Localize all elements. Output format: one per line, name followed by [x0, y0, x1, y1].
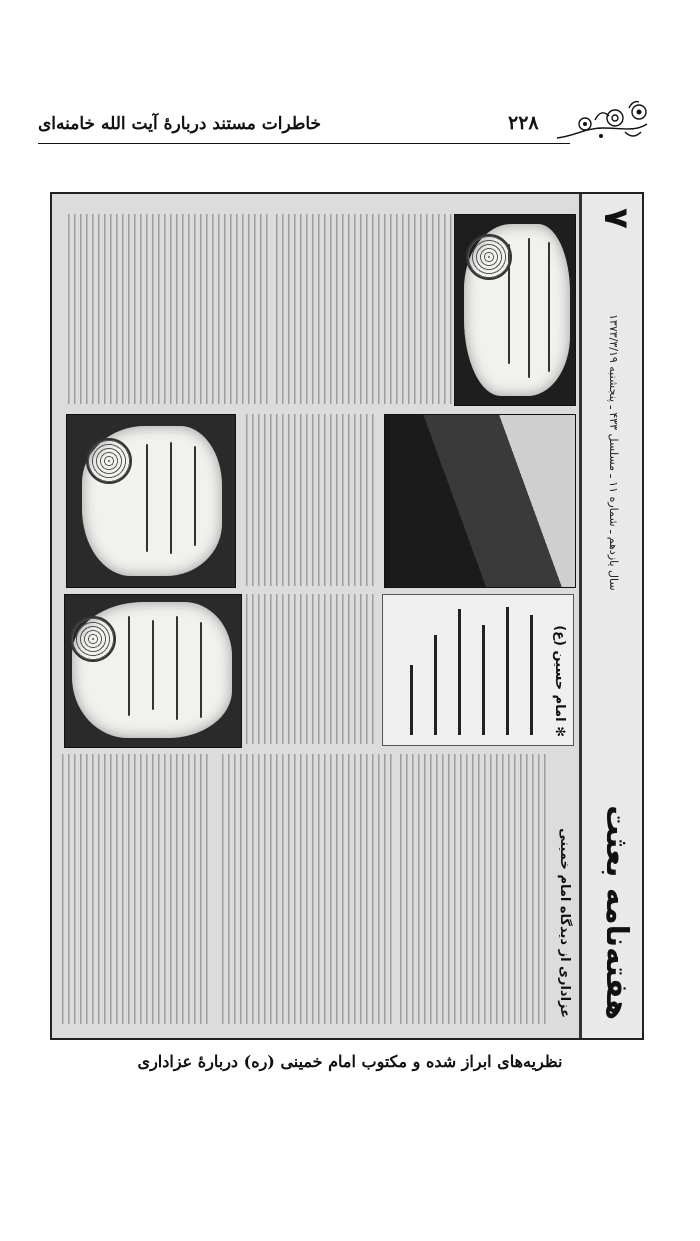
- book-title: خاطرات مستند دربارۀ آیت الله خامنه‌ای: [38, 114, 322, 134]
- manuscript-paper: [72, 602, 232, 738]
- article-text-column: [246, 414, 376, 586]
- page-number: ۲۲۸: [508, 112, 539, 134]
- newspaper-scan: [50, 192, 644, 1040]
- issue-info: سال یازدهم ـ شماره ۱۱ ـ مسلسل ۴۳۳ ـ پنجشنبه ۱۳۷۳/۳/۱۹: [607, 314, 620, 591]
- newspaper-name: هفته‌نامه بعثت: [599, 805, 634, 1020]
- quote-box: [382, 594, 574, 746]
- rotated-newspaper-page: [52, 194, 642, 1038]
- newspaper-masthead: [579, 194, 642, 1038]
- article-text-column: [68, 214, 268, 404]
- article-text-column: [246, 594, 376, 744]
- header-rule: [38, 143, 570, 144]
- article-heading: عزاداری از دیدگاه امام خمینی: [557, 828, 572, 1018]
- figure-caption: نظریه‌های ابراز شده و مکتوب امام خمینی (ره) دربارۀ عزاداری: [137, 1052, 563, 1071]
- article-text-column: [62, 754, 212, 1024]
- floral-ornament-icon: [555, 98, 650, 148]
- quote-box-title: ✻ امام حسین (ع): [552, 625, 567, 737]
- article-text-column: [222, 754, 392, 1024]
- article-text-column: [400, 754, 550, 1024]
- newspaper-page-number: ۷: [596, 208, 636, 229]
- karbala-photo: [384, 414, 576, 588]
- running-header: [38, 108, 650, 144]
- manuscript-paper: [82, 426, 222, 576]
- manuscript-paper: [464, 224, 570, 396]
